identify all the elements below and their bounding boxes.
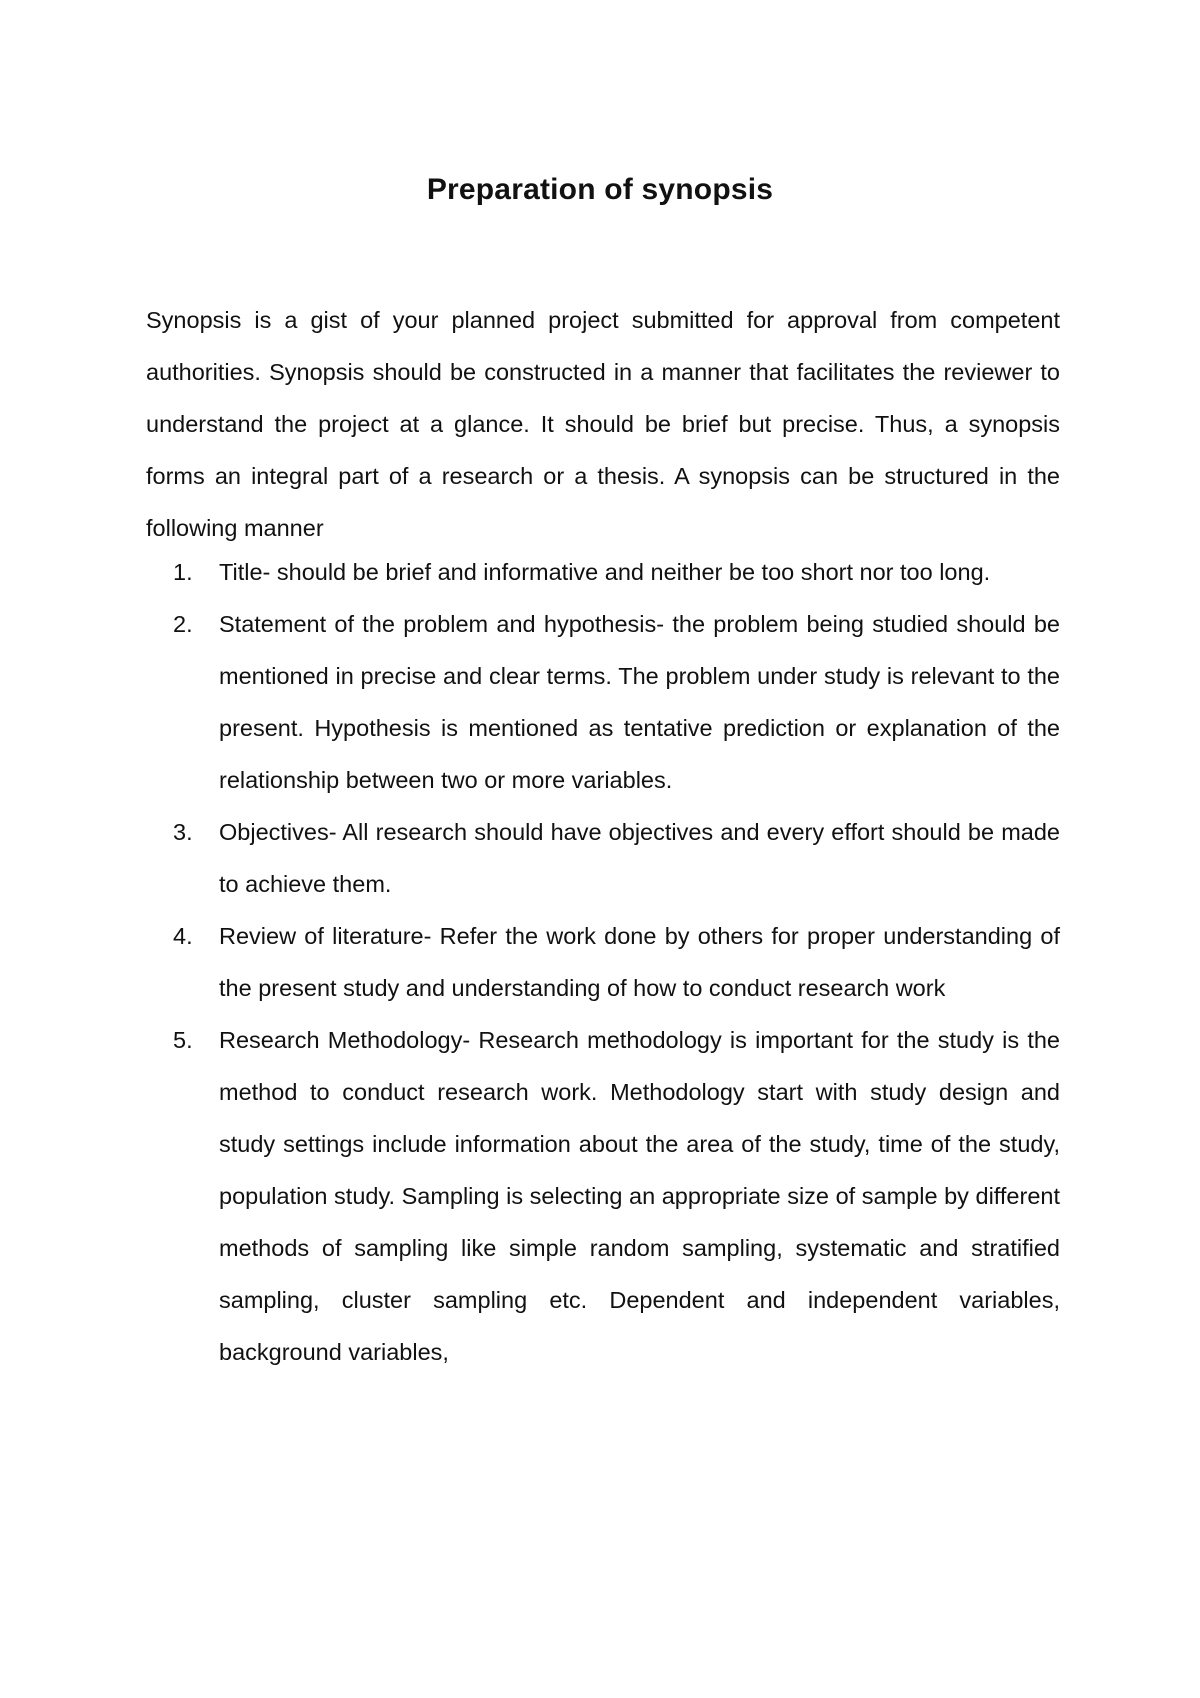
list-item-text: Title- should be brief and informative and neither be too short nor too long. [219, 559, 991, 585]
list-item [146, 806, 1060, 910]
list-item [146, 910, 1060, 1014]
structure-list [146, 546, 1060, 1378]
list-item-number: 5. [173, 1027, 193, 1053]
list-item-number: 2. [173, 611, 193, 637]
list-item-text: Statement of the problem and hypothesis- the problem being studied should be mentioned in precise and clear terms. The problem under study is relevant to the present. Hypothesis is mentioned as tentative prediction or explanation of the relationship between two or more variables. [219, 611, 1060, 793]
list-item-text: Review of literature- Refer the work done by others for proper understanding of the present study and understanding of how to conduct research work [219, 923, 1060, 1001]
intro-paragraph: Synopsis is a gist of your planned project submitted for approval from competent authorities. Synopsis should be constructed in a manner that facilitates the reviewer to understand the project at a glance. It should be brief but precise. Thus, a synopsis forms an integral part of a research or a thesis. A synopsis can be structured in the following manner [146, 306, 1060, 541]
list-item [146, 546, 1060, 598]
list-item-text: Research Methodology- Research methodology is important for the study is the method to conduct research work. Methodology start with study design and study settings include information about the area of the study, time of the study, population study. Sampling is selecting an appropriate size of sample by different methods of sampling like simple random sampling, systematic and stratified sampling, cluster sampling etc. Dependent and independent variables, background variables, [219, 1027, 1060, 1365]
list-item-number: 3. [173, 819, 193, 845]
list-item [146, 598, 1060, 806]
list-item [146, 1014, 1060, 1378]
document-title: Preparation of synopsis [426, 173, 774, 207]
list-item-text: Objectives- All research should have objectives and every effort should be made to achieve them. [219, 819, 1060, 897]
list-item-number: 4. [173, 923, 193, 949]
list-item-number: 1. [173, 559, 193, 585]
